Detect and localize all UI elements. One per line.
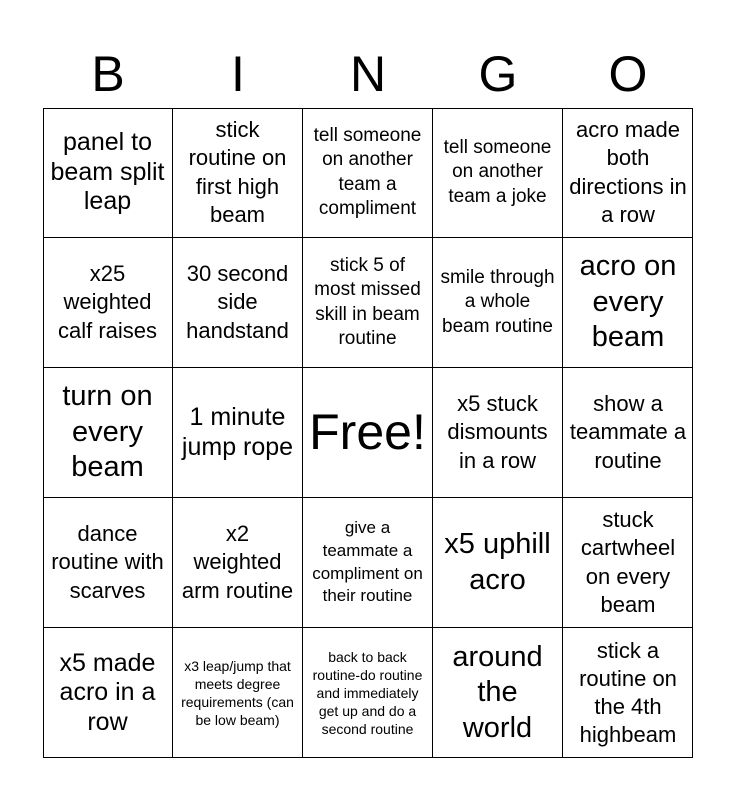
header-letter-b: B bbox=[91, 46, 125, 102]
bingo-cell-i4[interactable] bbox=[173, 498, 303, 628]
bingo-cell-o2[interactable] bbox=[563, 238, 693, 368]
bingo-cell-n1[interactable] bbox=[303, 108, 433, 238]
header-letter-o: O bbox=[608, 46, 648, 102]
bingo-cell-label: dance routine with scarves bbox=[51, 521, 164, 603]
bingo-cell-label: show a teammate a routine bbox=[569, 391, 687, 473]
bingo-cell-label: x5 uphill acro bbox=[444, 528, 551, 596]
bingo-cell-label: Free! bbox=[309, 404, 426, 460]
bingo-cell-b2[interactable] bbox=[43, 238, 173, 368]
bingo-cell-label: stick a routine on the 4th highbeam bbox=[579, 637, 677, 748]
bingo-cell-i3[interactable] bbox=[173, 368, 303, 498]
bingo-cell-label: 30 second side handstand bbox=[186, 261, 289, 343]
bingo-cell-label: tell someone on another team a compliment bbox=[313, 125, 422, 219]
bingo-cell-label: give a teammate a compliment on their routine bbox=[312, 518, 423, 606]
bingo-cell-label: x5 stuck dismounts in a row bbox=[447, 391, 548, 473]
bingo-cell-o4[interactable] bbox=[563, 498, 693, 628]
bingo-cell-g2[interactable] bbox=[433, 238, 563, 368]
bingo-cell-b5[interactable] bbox=[43, 628, 173, 758]
bingo-header bbox=[43, 40, 693, 108]
header-letter-n: N bbox=[349, 46, 387, 102]
bingo-cell-label: x25 weighted calf raises bbox=[57, 261, 158, 343]
bingo-cell-b4[interactable] bbox=[43, 498, 173, 628]
bingo-cell-n2[interactable] bbox=[303, 238, 433, 368]
header-letter-i: I bbox=[231, 46, 245, 102]
bingo-cell-n4[interactable] bbox=[303, 498, 433, 628]
bingo-card-grid bbox=[43, 108, 693, 758]
bingo-cell-label: around the world bbox=[452, 640, 543, 744]
bingo-cell-g5[interactable] bbox=[433, 628, 563, 758]
bingo-cell-label: acro made both directions in a row bbox=[569, 117, 687, 227]
bingo-cell-label: x5 made acro in a row bbox=[59, 648, 156, 736]
bingo-cell-i1[interactable] bbox=[173, 108, 303, 238]
bingo-cell-b1[interactable] bbox=[43, 108, 173, 238]
bingo-cell-i5[interactable] bbox=[173, 628, 303, 758]
bingo-cell-label: stick routine on first high beam bbox=[188, 117, 287, 227]
bingo-cell-label: acro on every beam bbox=[579, 250, 677, 354]
bingo-cell-o1[interactable] bbox=[563, 108, 693, 238]
bingo-cell-o5[interactable] bbox=[563, 628, 693, 758]
bingo-cell-label: turn on every beam bbox=[62, 380, 153, 484]
bingo-cell-label: stick 5 of most missed skill in beam routine bbox=[314, 255, 421, 349]
bingo-cell-label: back to back routine-do routine and immediately get up and do a second routine bbox=[312, 648, 423, 738]
bingo-cell-n3[interactable] bbox=[303, 368, 433, 498]
bingo-cell-label: tell someone on another team a joke bbox=[443, 137, 552, 207]
header-letter-g: G bbox=[478, 46, 518, 102]
bingo-cell-g1[interactable] bbox=[433, 108, 563, 238]
bingo-cell-n5[interactable] bbox=[303, 628, 433, 758]
bingo-cell-label: x2 weighted arm routine bbox=[181, 521, 294, 603]
bingo-cell-label: smile through a whole beam routine bbox=[440, 267, 555, 337]
bingo-cell-g3[interactable] bbox=[433, 368, 563, 498]
bingo-cell-label: x3 leap/jump that meets degree requirements (can be low beam) bbox=[181, 657, 294, 729]
bingo-cell-label: 1 minute jump rope bbox=[181, 403, 294, 461]
bingo-cell-label: stuck cartwheel on every beam bbox=[580, 507, 676, 617]
bingo-cell-g4[interactable] bbox=[433, 498, 563, 628]
bingo-cell-i2[interactable] bbox=[173, 238, 303, 368]
bingo-cell-label: panel to beam split leap bbox=[50, 128, 165, 216]
bingo-cell-o3[interactable] bbox=[563, 368, 693, 498]
bingo-cell-b3[interactable] bbox=[43, 368, 173, 498]
